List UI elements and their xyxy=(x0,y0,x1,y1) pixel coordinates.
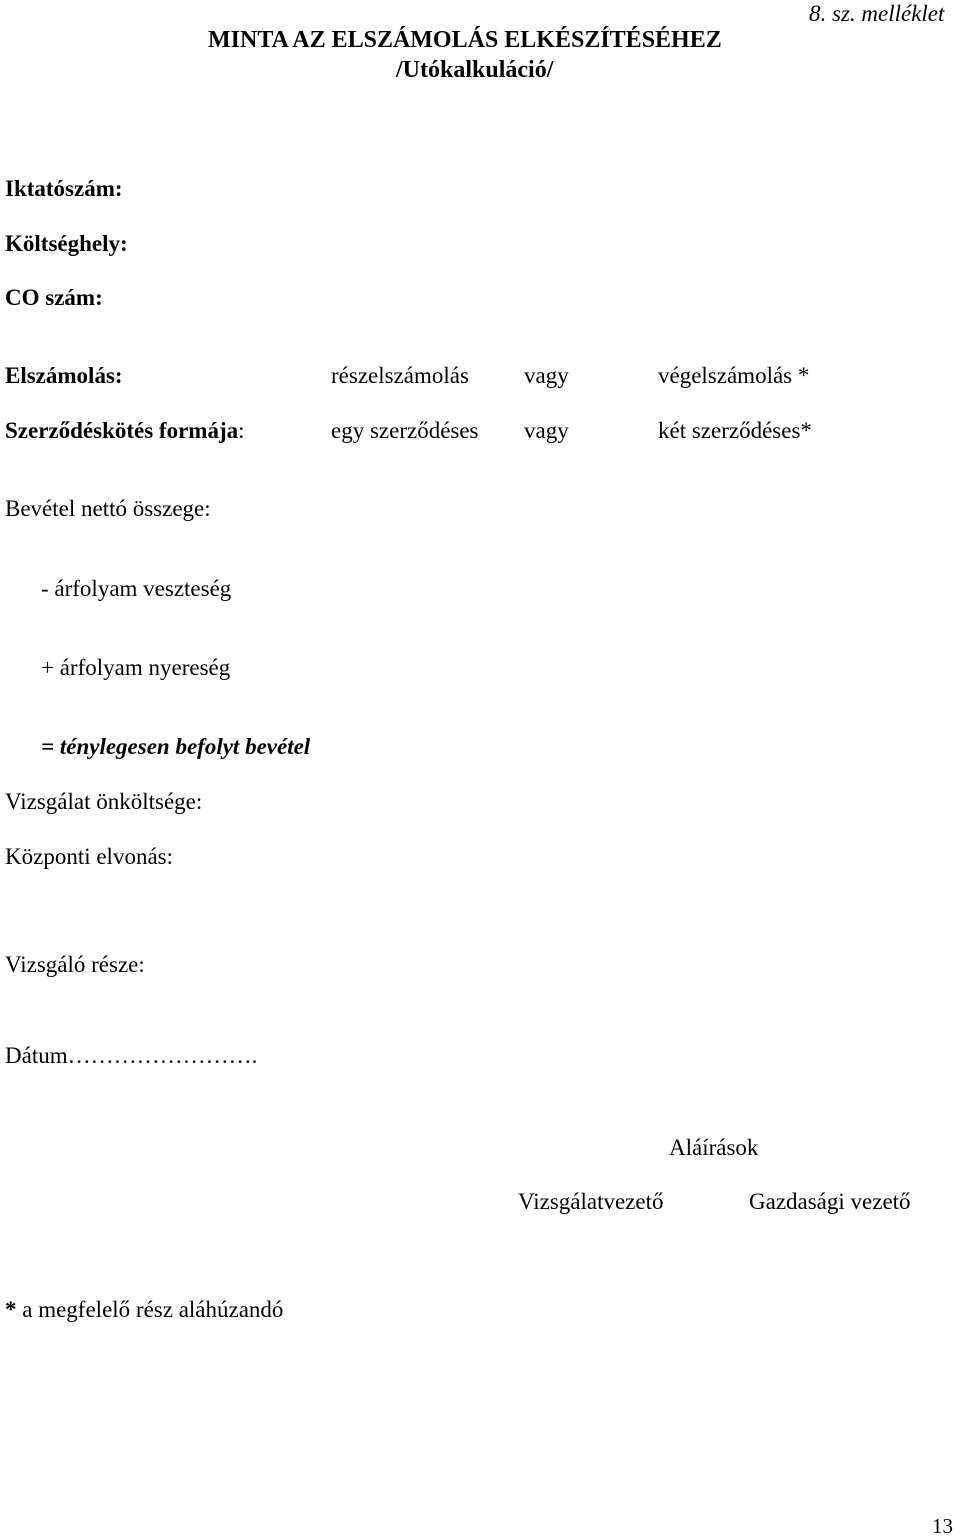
annex-label: 8. sz. melléklet xyxy=(809,1,945,26)
signature-examination-leader: Vizsgálatvezető xyxy=(518,1189,664,1214)
cost-center-label: Költséghely: xyxy=(5,231,128,256)
contract-option-double: két szerződéses* xyxy=(658,418,812,443)
footnote-text: a megfelelő rész aláhúzandó xyxy=(22,1297,284,1322)
reference-number-label: Iktatószám: xyxy=(5,176,123,201)
actual-revenue-label: = ténylegesen befolyt bevétel xyxy=(41,734,311,759)
settlement-label: Elszámolás: xyxy=(5,363,123,388)
signature-finance-manager: Gazdasági vezető xyxy=(749,1189,911,1214)
date-line: Dátum……………………. xyxy=(5,1043,258,1068)
co-number-label: CO szám: xyxy=(5,285,103,310)
examiner-share-label: Vizsgáló része: xyxy=(5,952,145,977)
settlement-or: vagy xyxy=(524,363,569,388)
footnote: * a megfelelő rész aláhúzandó xyxy=(5,1297,284,1322)
settlement-option-final: végelszámolás * xyxy=(658,363,810,388)
own-cost-label: Vizsgálat önköltsége: xyxy=(5,789,203,814)
contract-option-single: egy szerződéses xyxy=(331,418,479,443)
net-revenue-label: Bevétel nettó összege: xyxy=(5,496,211,521)
page-title: MINTA AZ ELSZÁMOLÁS ELKÉSZÍTÉSÉHEZ xyxy=(208,27,722,53)
fx-loss-label: - árfolyam veszteség xyxy=(41,576,232,601)
settlement-option-partial: részelszámolás xyxy=(331,363,469,388)
central-deduction-label: Központi elvonás: xyxy=(5,844,173,869)
fx-gain-label: + árfolyam nyereség xyxy=(41,655,231,680)
contract-label: Szerződéskötés formája: xyxy=(5,418,245,443)
page-number: 13 xyxy=(932,1514,953,1538)
signatures-heading: Aláírások xyxy=(669,1135,759,1160)
page-subtitle: /Utókalkuláció/ xyxy=(396,57,554,83)
contract-or: vagy xyxy=(524,418,569,443)
